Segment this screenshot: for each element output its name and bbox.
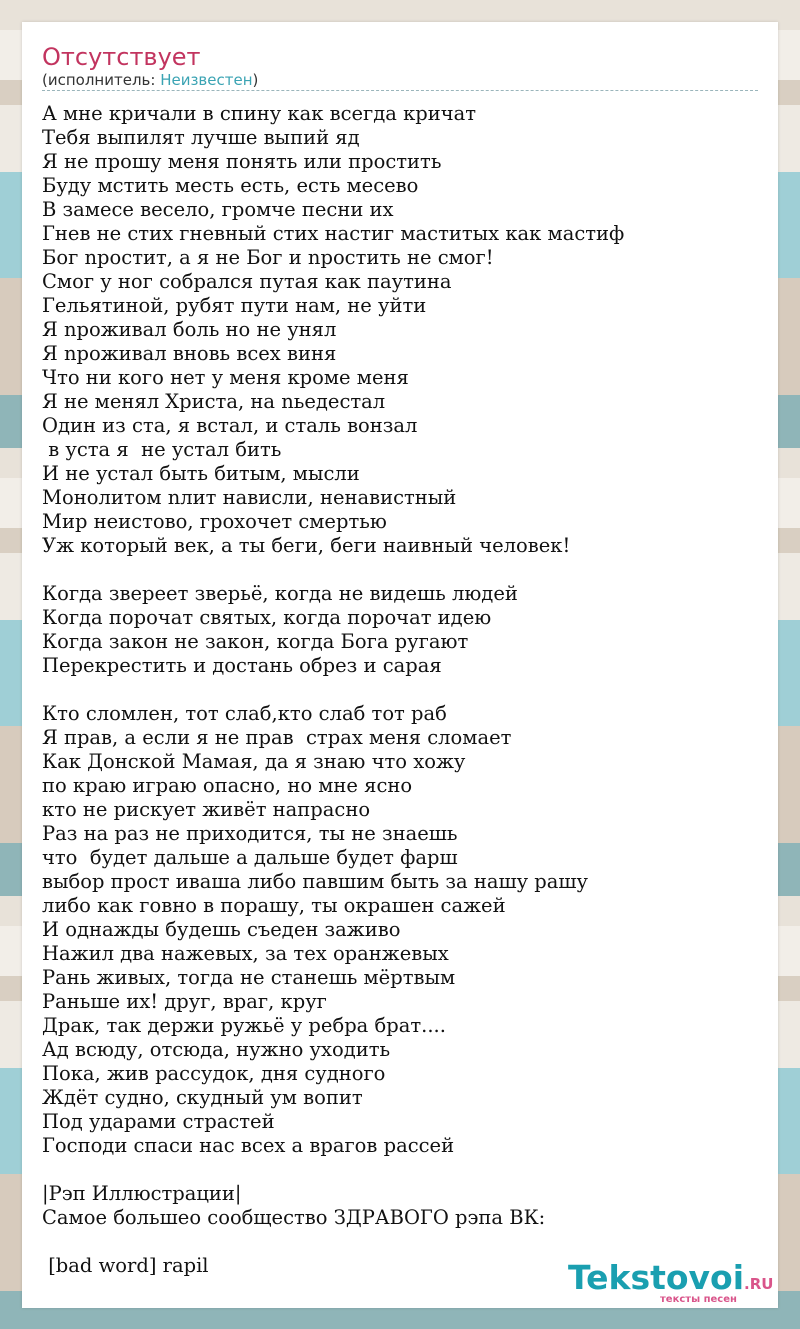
lyric-line: Ад всюду, отсюда, нужно уходить	[42, 1038, 391, 1061]
lyric-line: что будет дальше а дальше будет фарш	[42, 846, 458, 869]
lyric-line	[42, 558, 762, 582]
lyric-line: Один из ста, я встал, и сталь вонзал	[42, 414, 418, 437]
lyric-line: В замесе весело, громче песни их	[42, 198, 394, 221]
logo-domain: .RU	[744, 1275, 774, 1293]
lyric-line: Уж который век, а ты беги, беги наивный человек!	[42, 534, 571, 557]
lyric-line: Пока, жив рассудок, дня судного	[42, 1062, 386, 1085]
lyric-line: Буду мстить месть есть, есть месево	[42, 174, 419, 197]
lyric-line: либо как говно в порашу, ты окрашен сажей	[42, 894, 506, 917]
lyrics-text	[42, 102, 762, 1278]
lyric-line: Перекрестить и достань обрез и сарая	[42, 654, 442, 677]
lyric-line: Когда закон не закон, когда Бога ругают	[42, 630, 469, 653]
logo-text: Tekstovoi	[568, 1258, 745, 1297]
lyric-line: Я не прошу меня понять или простить	[42, 150, 442, 173]
lyric-line	[42, 678, 762, 702]
lyric-line: Ждёт судно, скудный ум вопит	[42, 1086, 363, 1109]
lyric-line: Рань живых, тогда не станешь мёртвым	[42, 966, 456, 989]
lyric-line: по краю играю опасно, но мне ясно	[42, 774, 413, 797]
lyric-line: Под ударами страстей	[42, 1110, 275, 1133]
lyric-line	[42, 1158, 762, 1182]
lyric-line: выбор прост иваша либо павшим быть за нашу рашу	[42, 870, 588, 893]
lyric-line: Я nроживал вновь всех виня	[42, 342, 337, 365]
lyric-line: Бог nростит, а я не Бог и nростить не смог!	[42, 246, 494, 269]
lyric-line: Гнев не стих гневный стих настиг маститых как мастиф	[42, 222, 625, 245]
lyric-line: Что ни кого нет у меня кроме меня	[42, 366, 409, 389]
lyric-line: Как Донской Мамая, да я знаю что хожу	[42, 750, 466, 773]
artist-prefix: (исполнитель:	[42, 71, 161, 89]
lyric-line: Раз на раз не приходится, ты не знаешь	[42, 822, 458, 845]
lyric-line: Нажил два нажевых, за тех оранжевых	[42, 942, 449, 965]
title-divider	[42, 90, 758, 91]
lyric-line: в уста я не устал бить	[42, 438, 282, 461]
lyric-line	[42, 1230, 762, 1254]
lyrics-card	[22, 22, 778, 1308]
lyric-line: Я nроживал боль но не унял	[42, 318, 337, 341]
lyric-line: Кто сломлен, тот слаб,кто слаб тот раб	[42, 702, 447, 725]
lyric-line: Я не менял Христа, на nьедестал	[42, 390, 386, 413]
artist-line	[42, 70, 258, 90]
song-title: Отсутствует	[42, 43, 201, 71]
lyric-line: Когда порочат святых, когда порочат идею	[42, 606, 492, 629]
lyric-line: Смог у ног собрался путая как паутина	[42, 270, 452, 293]
lyric-line: Самое большео сообщество ЗДРАВОГО рэпа ВК:	[42, 1206, 546, 1229]
lyric-line: И однажды будешь съеден заживо	[42, 918, 401, 941]
lyric-line: Драк, так держи ружьё у ребра брат....	[42, 1014, 446, 1037]
lyric-line: И не устал быть битым, мысли	[42, 462, 360, 485]
lyric-line: А мне кричали в спину как всегда кричат	[42, 102, 477, 125]
tekstovoi-logo[interactable]	[568, 1260, 778, 1308]
lyric-line: Господи спаси нас всех а врагов рассей	[42, 1134, 455, 1157]
lyric-line: Тебя выпилят лучше выпий яд	[42, 126, 360, 149]
lyric-line: кто не рискует живёт напрасно	[42, 798, 371, 821]
lyric-line: Я прав, а если я не прав страх меня сломает	[42, 726, 512, 749]
lyric-line: |Рэп Иллюстрации|	[42, 1182, 242, 1205]
lyric-line: Монолитом nлит нависли, ненавистный	[42, 486, 457, 509]
lyric-line: Когда звереет зверьё, когда не видешь людей	[42, 582, 518, 605]
lyric-line: Мир неистово, грохочет смертью	[42, 510, 387, 533]
lyric-line: Гельятиной, рубят пути нам, не уйти	[42, 294, 427, 317]
artist-suffix: )	[252, 71, 259, 89]
lyric-line: Раньше их! друг, враг, круг	[42, 990, 327, 1013]
lyric-line: [bad word] rapil	[42, 1254, 209, 1277]
logo-tagline: тексты песен	[660, 1294, 737, 1305]
artist-link[interactable]: Неизвестен	[160, 71, 253, 89]
